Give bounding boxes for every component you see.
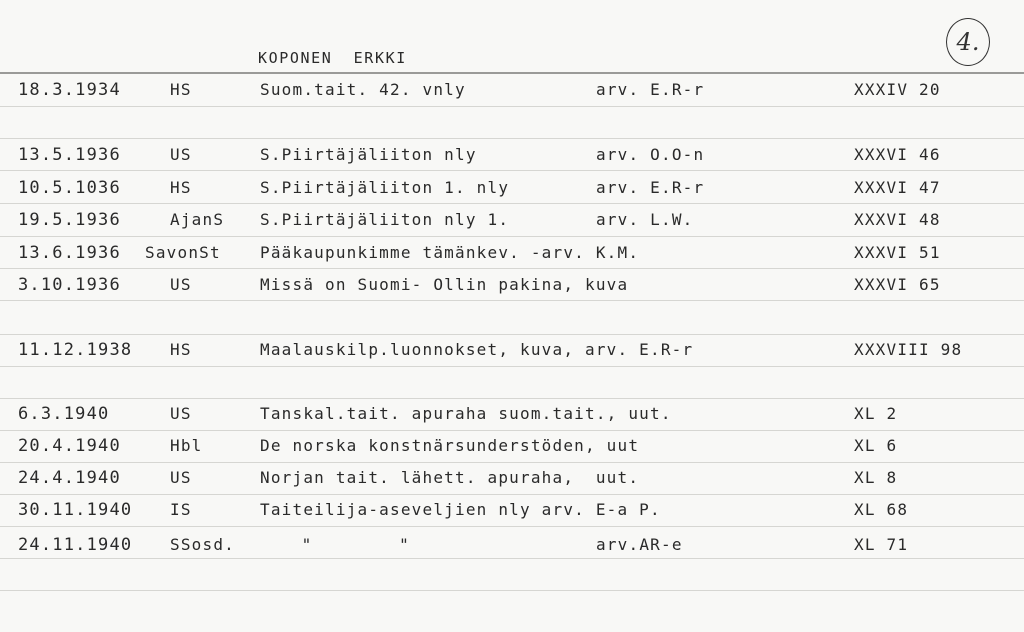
ruled-line xyxy=(0,203,1024,204)
ruled-line xyxy=(0,494,1024,495)
ruled-line xyxy=(0,590,1024,591)
entry-title: Norjan tait. lähett. apuraha, uut. xyxy=(260,468,640,487)
entry-newspaper: US xyxy=(170,145,192,164)
ruled-line xyxy=(0,398,1024,399)
entry-newspaper: HS xyxy=(170,340,192,359)
entry-newspaper: US xyxy=(170,468,192,487)
entry-date: 19.5.1936 xyxy=(18,210,121,230)
entry-review: arv. E.R-r xyxy=(596,80,705,99)
entry-newspaper: US xyxy=(170,404,192,423)
entry-review: arv. L.W. xyxy=(596,210,694,229)
ruled-line xyxy=(0,366,1024,367)
ruled-line xyxy=(0,430,1024,431)
entry-title: Suom.tait. 42. vnly xyxy=(260,80,466,99)
entry-title: De norska konstnärsunderstöden, uut xyxy=(260,436,640,455)
entry-newspaper: AjanS xyxy=(170,210,225,229)
entry-title: S.Piirtäjäliiton nly 1. xyxy=(260,210,510,229)
entry-reference: XL 8 xyxy=(854,468,898,487)
entry-review: arv. O.O-n xyxy=(596,145,705,164)
ruled-line xyxy=(0,334,1024,335)
entry-reference: XL 2 xyxy=(854,404,898,423)
ruled-line xyxy=(0,300,1024,301)
entry-newspaper: SSosd. xyxy=(170,535,235,554)
ruled-line xyxy=(0,526,1024,527)
entry-reference: XXXIV 20 xyxy=(854,80,941,99)
entry-title: Taiteilija-aseveljien nly arv. E-a P. xyxy=(260,500,661,519)
card-name: KOPONEN ERKKI xyxy=(258,49,407,67)
entry-title: Missä on Suomi- Ollin pakina, kuva xyxy=(260,275,629,294)
entry-date: 24.4.1940 xyxy=(18,468,121,488)
entry-newspaper: SavonSt xyxy=(145,243,221,262)
ruled-line xyxy=(0,138,1024,139)
entry-date: 24.11.1940 xyxy=(18,535,133,555)
entry-date: 10.5.1036 xyxy=(18,178,121,198)
entry-date: 13.5.1936 xyxy=(18,145,121,165)
entry-review: arv. E.R-r xyxy=(596,178,705,197)
ruled-line xyxy=(0,268,1024,269)
entry-newspaper: US xyxy=(170,275,192,294)
entry-reference: XXXVI 65 xyxy=(854,275,941,294)
entry-review: arv.AR-e xyxy=(596,535,683,554)
entry-title: Tanskal.tait. apuraha suom.tait., uut. xyxy=(260,404,672,423)
card-number: 4. xyxy=(946,18,990,66)
entry-reference: XL 71 xyxy=(854,535,909,554)
entry-title: " " xyxy=(280,535,410,554)
entry-reference: XXXVI 48 xyxy=(854,210,941,229)
entry-newspaper: HS xyxy=(170,80,192,99)
ruled-line xyxy=(0,170,1024,171)
entry-date: 18.3.1934 xyxy=(18,80,121,100)
ruled-line xyxy=(0,462,1024,463)
entry-date: 30.11.1940 xyxy=(18,500,133,520)
entry-date: 13.6.1936 xyxy=(18,243,121,263)
ruled-line xyxy=(0,558,1024,559)
entry-title: S.Piirtäjäliiton nly xyxy=(260,145,477,164)
entry-title: Pääkaupunkimme tämänkev. -arv. K.M. xyxy=(260,243,640,262)
entry-reference: XXXVI 51 xyxy=(854,243,941,262)
entry-date: 11.12.1938 xyxy=(18,340,133,360)
header-rule xyxy=(0,72,1024,74)
entry-reference: XL 68 xyxy=(854,500,909,519)
entry-newspaper: Hbl xyxy=(170,436,203,455)
entry-newspaper: IS xyxy=(170,500,192,519)
entry-newspaper: HS xyxy=(170,178,192,197)
entry-reference: XXXVI 47 xyxy=(854,178,941,197)
entry-reference: XL 6 xyxy=(854,436,898,455)
entry-reference: XXXVIII 98 xyxy=(854,340,963,359)
entry-title: S.Piirtäjäliiton 1. nly xyxy=(260,178,510,197)
ruled-line xyxy=(0,106,1024,107)
entry-date: 20.4.1940 xyxy=(18,436,121,456)
ruled-line xyxy=(0,236,1024,237)
entry-date: 3.10.1936 xyxy=(18,275,121,295)
entry-title: Maalauskilp.luonnokset, kuva, arv. E.R-r xyxy=(260,340,694,359)
entry-reference: XXXVI 46 xyxy=(854,145,941,164)
entry-date: 6.3.1940 xyxy=(18,404,110,424)
